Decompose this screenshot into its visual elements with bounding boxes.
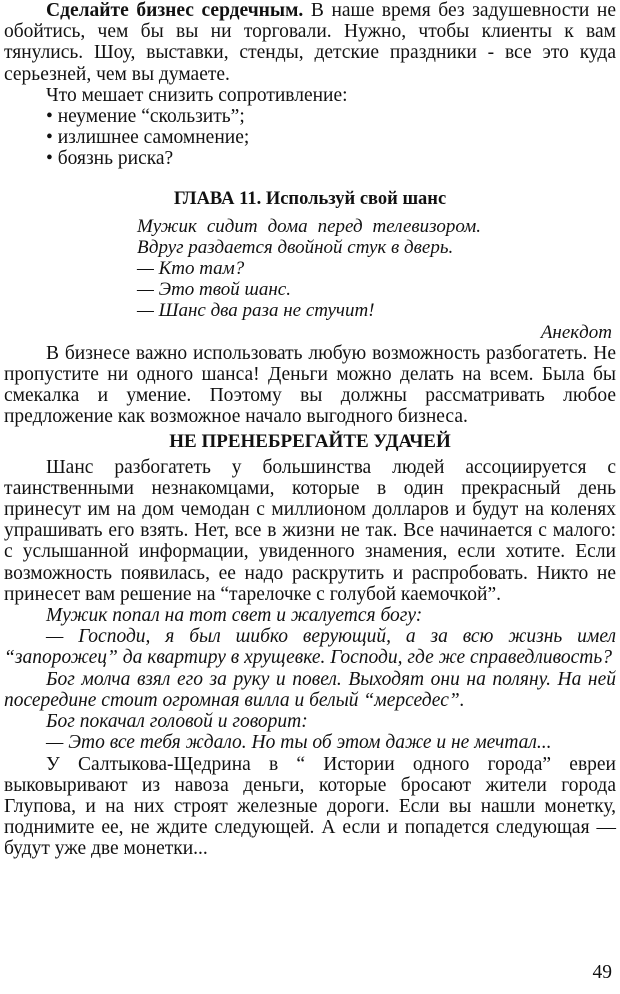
joke-line: Бог молча взял его за руку и повел. Выходят они на поляну. На ней посередине стоит огромная вилла и белый “мерседес”. [4,668,616,711]
joke-line: Мужик попал на тот свет и жалуется богу: [46,605,423,627]
epigraph-line: — Кто там? [137,258,245,280]
joke-line: — Господи, я был шибко верующий, а за всю жизнь имел “запорожец” да квартиру в хрущевке. Господи, где же справедливость? [4,626,616,669]
chapter-paragraph: В бизнесе важно использовать любую возможность разбогатеть. Не пропустите ни одного шанса! Деньги можно делать на всем. Была бы смекалка и умение. Поэтому вы должны рассматривать любое предложение как возможное начало выгодного бизнеса. [4,342,616,428]
section-paragraph: У Салтыкова-Щедрина в “ Истории одного города” евреи выковыривают из навоза деньги, которые бросают жители города Глупова, и на них строят железные дороги. Если вы нашли монетку, поднимите ее, не ждите следующей. А если и попадется следующая — будут уже две монетки... [4,753,616,860]
page-number: 49 [592,962,612,983]
epigraph-source: Анекдот [540,321,612,343]
bullet-item: • боязнь риска? [46,148,174,170]
joke-line: — Это все тебя ждало. Но ты об этом даже и не мечтал... [46,732,552,754]
epigraph-line: — Это твой шанс. [137,279,291,301]
section-paragraph: Шанс разбогатеть у большинства людей ассоциируется с таинственными незнакомцами, которые в один прекрасный день принесут им на дом чемодан с миллионом долларов и будут на коленях упрашивать его взять. Нет, все в жизни не так. Все начинается с малого: с услышанной информации, увиденного знамения, если хотите. Если возможность появилась, ее надо раскрутить и распробовать. Никто не принесет вам решение на “тарелочке с голубой каемочкой”. [4,456,616,605]
bullet-item: • неумение “скользить”; [46,106,245,128]
intro-paragraph [4,0,616,85]
intro-lead-text: В наше время без задушевности не обойтись, чем бы вы ни торговали. Нужно, чтобы клиенты к вам тянулись. Шоу, выставки, стенды, детские праздники - все это куда серьезней, чем вы думаете. [4,0,616,85]
book-page [4,0,616,860]
section-title: НЕ ПРЕНЕБРЕГАЙТЕ УДАЧЕЙ [169,430,451,452]
epigraph-line: — Шанс два раза не стучит! [137,300,375,322]
chapter-title: ГЛАВА 11. Используй свой шанс [173,188,447,209]
bullet-item: • излишнее самомнение; [46,127,250,149]
epigraph-text: Мужик сидит дома перед телевизором. Вдруг раздается двойной стук в дверь. [137,215,481,258]
intro-lead-bold: Сделайте бизнес сердечным. [46,0,304,21]
joke-line: Бог покачал головой и говорит: [46,711,308,733]
intro-question: Что мешает снизить сопротивление: [46,84,348,106]
